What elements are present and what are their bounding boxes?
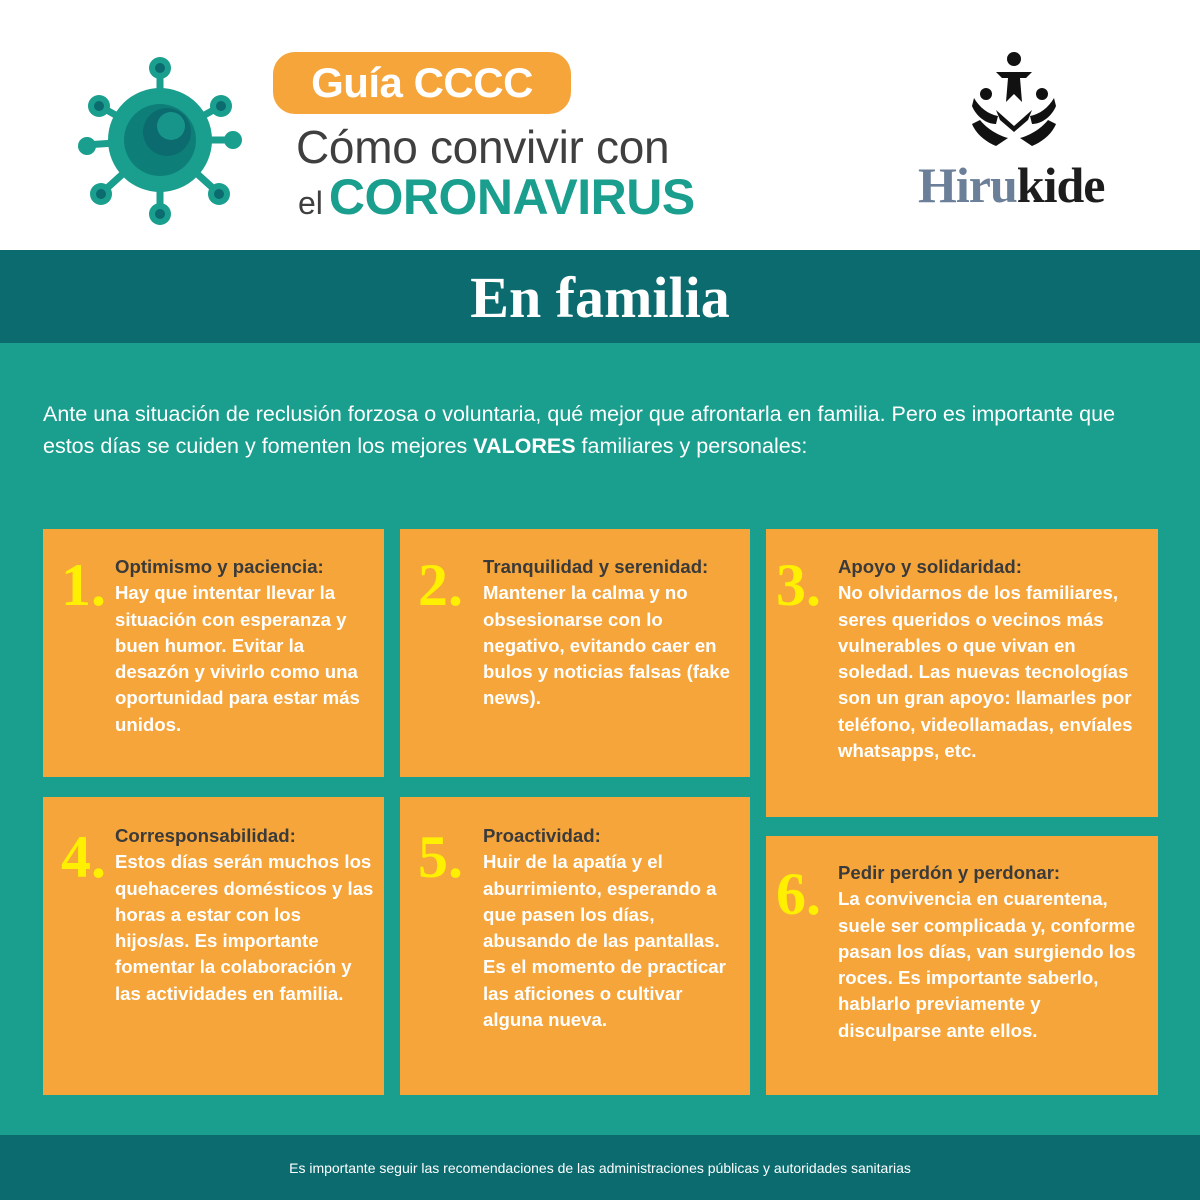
card-number: 4. xyxy=(61,824,106,890)
card-heading: Corresponsabilidad: xyxy=(115,825,296,846)
hirukide-logo-icon xyxy=(966,50,1062,146)
card-heading: Optimismo y paciencia: xyxy=(115,556,324,577)
value-card-1 xyxy=(43,529,384,777)
card-heading: Tranquilidad y serenidad: xyxy=(483,556,709,577)
virus-icon xyxy=(75,50,245,230)
intro-text xyxy=(43,398,1163,462)
card-body xyxy=(838,554,1148,764)
card-number: 5. xyxy=(418,824,463,890)
card-number: 3. xyxy=(776,552,821,618)
card-body xyxy=(115,554,374,738)
subtitle-line2 xyxy=(298,168,695,226)
card-heading: Apoyo y solidaridad: xyxy=(838,556,1022,577)
card-text: No olvidarnos de los familiares, seres queridos o vecinos más vulnerables o que vivan en soledad. Las nuevas tecnologías son un gran apoyo: llamarles por teléfono, videollamadas, envíales whatsapps, etc. xyxy=(838,582,1133,762)
card-heading: Pedir perdón y perdonar: xyxy=(838,862,1061,883)
card-text: Estos días serán muchos los quehaceres domésticos y las horas a estar con los hijos/as. Es importante fomentar la colaboración y las actividades en familia. xyxy=(115,851,374,1004)
card-body xyxy=(115,823,374,1007)
card-number: 2. xyxy=(418,552,463,618)
value-card-4 xyxy=(43,797,384,1095)
card-text: Huir de la apatía y el aburrimiento, esperando a que pasen los días, abusando de las pantallas. Es el momento de practicar las aficiones o cultivar alguna nueva. xyxy=(483,851,726,1031)
card-text: Hay que intentar llevar la situación con esperanza y buen humor. Evitar la desazón y vivirlo como una oportunidad para estar más unidos. xyxy=(115,582,360,735)
header xyxy=(0,0,1200,250)
main-content xyxy=(0,343,1200,1135)
intro-text-bold: VALORES xyxy=(473,434,576,458)
subtitle-el: el xyxy=(298,185,323,221)
card-number: 6. xyxy=(776,861,821,927)
page-title: En familia xyxy=(470,265,730,330)
card-body xyxy=(838,860,1148,1044)
intro-text-before: Ante una situación de reclusión forzosa o voluntaria, qué mejor que afrontarla en familia. Pero es importante que estos días se cuiden y fomenten los mejores xyxy=(43,402,1116,458)
card-heading: Proactividad: xyxy=(483,825,601,846)
guide-badge: Guía CCCC xyxy=(273,52,571,114)
footer xyxy=(0,1135,1200,1200)
card-text: Mantener la calma y no obsesionarse con lo negativo, evitando caer en bulos y noticias falsas (fake news). xyxy=(483,582,730,709)
subtitle-coronavirus: CORONAVIRUS xyxy=(328,169,695,225)
subtitle-line1: Cómo convivir con xyxy=(296,121,670,173)
value-card-2 xyxy=(400,529,750,777)
value-card-3 xyxy=(766,529,1158,817)
card-number: 1. xyxy=(61,552,106,618)
card-body xyxy=(483,823,740,1033)
logo-text-part1: Hiru xyxy=(918,157,1017,213)
intro-text-after: familiares y personales: xyxy=(575,434,808,458)
card-body xyxy=(483,554,740,712)
value-card-5 xyxy=(400,797,750,1095)
logo-text-part2: kide xyxy=(1016,157,1105,213)
footer-note: Es importante seguir las recomendaciones de las administraciones públicas y autoridades sanitarias xyxy=(289,1160,911,1176)
value-card-6 xyxy=(766,836,1158,1095)
hirukide-logo-text xyxy=(918,156,1105,214)
card-text: La convivencia en cuarentena, suele ser complicada y, conforme pasan los días, van surgiendo los roces. Es importante saberlo, hablarlo previamente y disculparse ante ellos. xyxy=(838,888,1136,1041)
title-band xyxy=(0,250,1200,343)
